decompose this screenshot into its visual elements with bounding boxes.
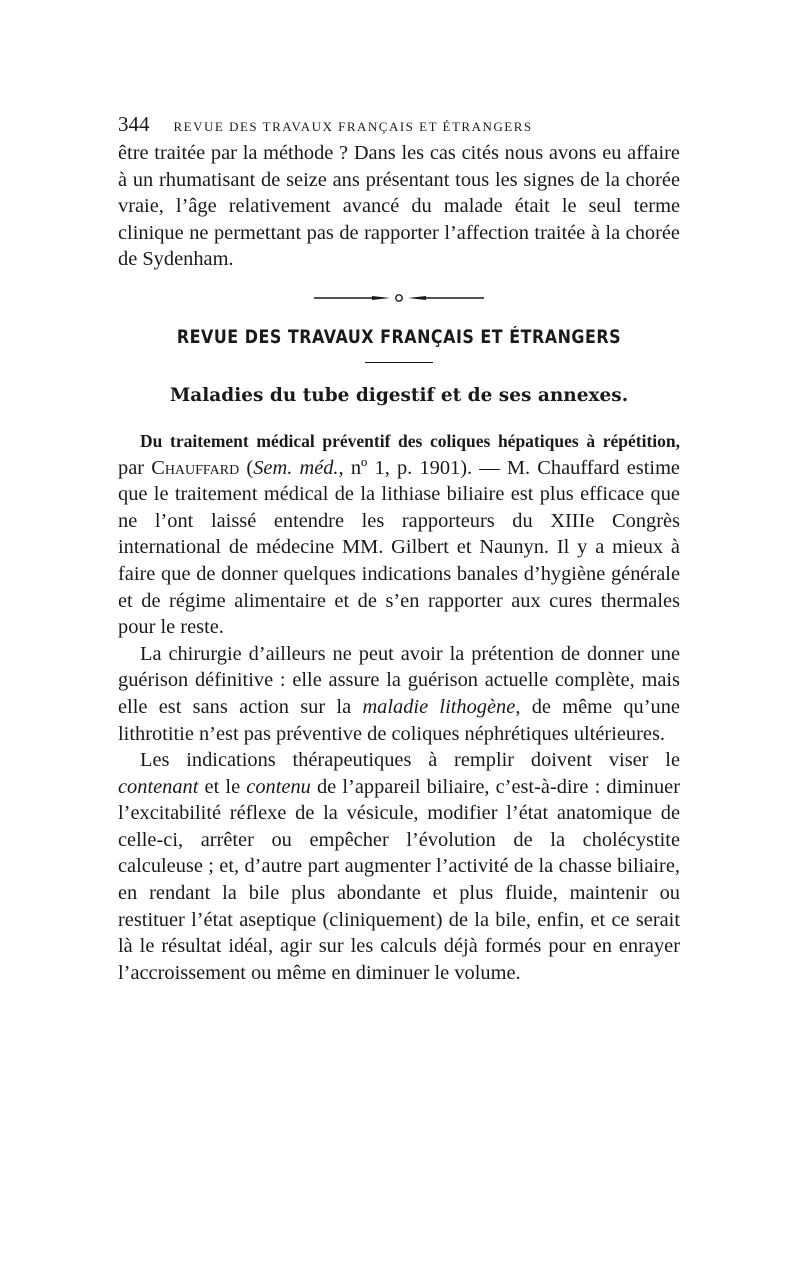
running-title: REVUE DES TRAVAUX FRANÇAIS ET ÉTRANGERS — [173, 119, 533, 134]
paragraph-indications — [118, 747, 680, 986]
citation-open: ( — [239, 456, 254, 479]
article-author: Chauffard — [151, 456, 240, 479]
paragraph-text: , de même qu’une lithrotitie n’est pas préventive de coliques néphrétiques ultérieures. — [118, 695, 680, 745]
emphasis-text: contenant — [118, 775, 199, 798]
citation-rest: , nº 1, p. 1901). — — [338, 456, 507, 479]
paragraph-surgery — [118, 641, 680, 747]
article-paragraph — [118, 428, 680, 641]
intro-paragraph: être traitée par la méthode ? Dans les cas cités nous avons eu affaire à un rhumatisant de seize ans présentant tous les signes de la chorée vraie, l’âge relativement avancé du malade était le seul terme clinique ne permettant pas de rapporter l’affection traitée à la chorée de Sydenham. — [118, 142, 680, 271]
emphasis-text: maladie lithogène — [362, 695, 516, 718]
book-page — [118, 112, 680, 986]
section-heading: REVUE DES TRAVAUX FRANÇAIS ET ÉTRANGERS — [176, 326, 622, 348]
subsection-heading: Maladies du tube digestif et de ses annexes. — [169, 384, 629, 406]
article-body: M. Chauffard estime que le traitement médical de la lithiase biliaire est plus efficace que ne l’ont laissé entendre les rapporteurs du XIIIe Congrès international de médecine MM. Gilbert et Naunyn. Il y a mieux à faire que de donner quelques indications banales d’hygiène générale et de régime alimentaire et de s’en rapporter aux cures thermales pour le reste. — [118, 456, 680, 639]
emphasis-text: contenu — [246, 775, 311, 798]
running-header — [118, 112, 680, 140]
journal-name: Sem. méd. — [253, 456, 339, 479]
article-by: par — [118, 456, 152, 479]
heading-rule — [365, 362, 433, 363]
ornament-divider-icon — [314, 291, 484, 305]
paragraph-text: et le — [198, 775, 247, 798]
paragraph-text: Les indications thérapeutiques à remplir doivent viser le — [140, 749, 680, 772]
paragraph-text: de l’appareil biliaire, c’est-à-dire : diminuer l’excitabilité réflexe de la vésicule, modifier l’état anatomique de celle-ci, arrêter ou empêcher l’évolution de la cholécystite calculeuse ; et, d’autre part augmenter l’activité de la chasse biliaire, en rendant la bile plus abondante et plus fluide, maintenir ou restituer l’état aseptique (cliniquement) de la bile, enfin, et ce serait là le résultat idéal, agir sur les calculs déjà formés pour en enrayer l’accroissement ou même en diminuer le volume. — [118, 775, 680, 984]
page-number: 344 — [118, 112, 150, 136]
paragraph-text: La chirurgie d’ailleurs ne peut avoir la prétention de donner une guérison définitive : elle assure la guérison actuelle complète, mais elle est sans action sur la — [118, 642, 680, 718]
article-title: Du traitement médical préventif des coliques hépatiques à répétition, — [140, 430, 680, 451]
